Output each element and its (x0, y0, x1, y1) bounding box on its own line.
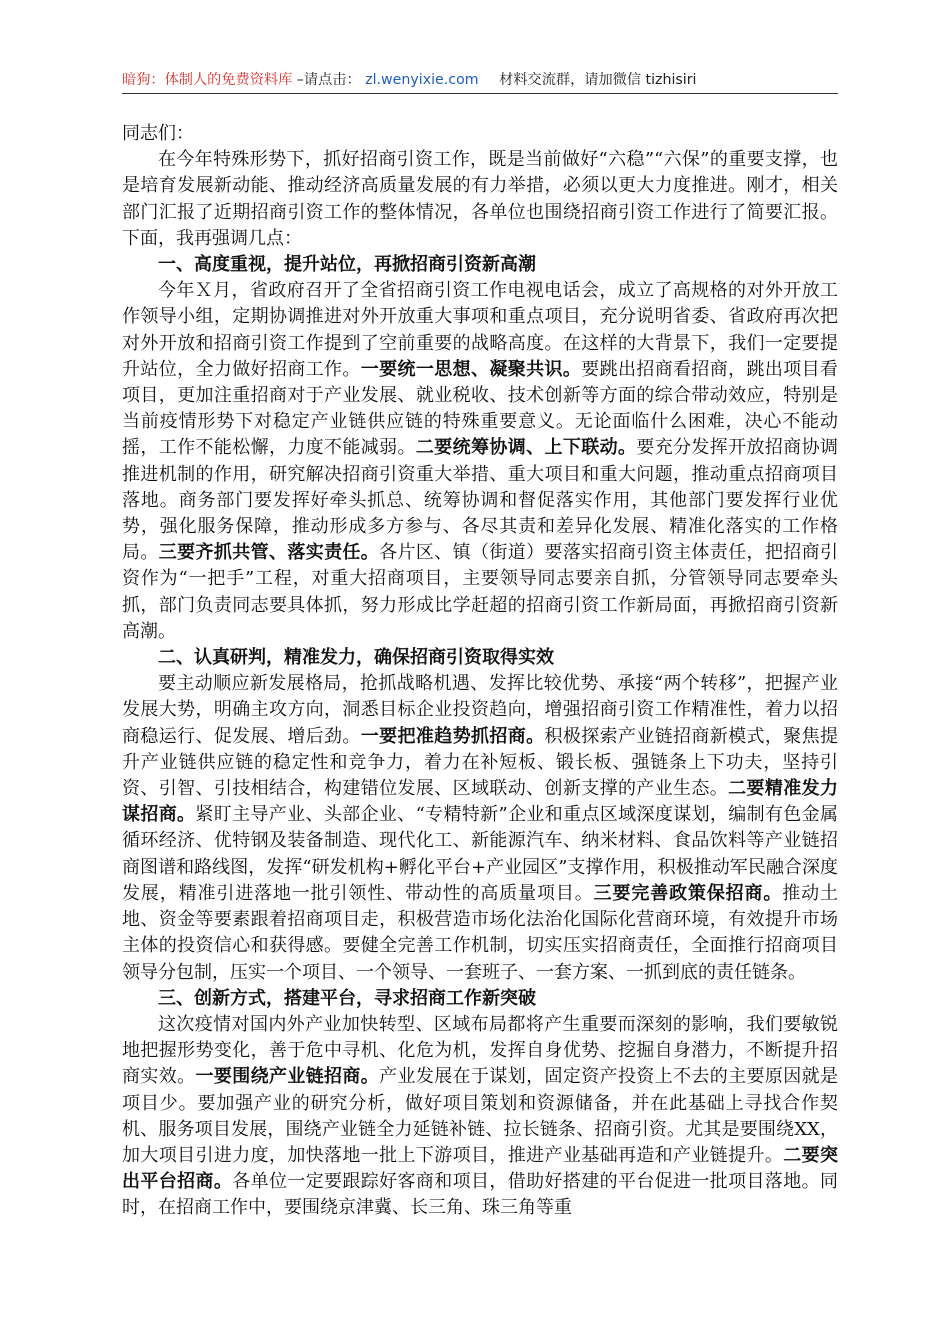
bold-point: 二要突出平台招商。 (122, 1144, 839, 1193)
bold-point: 一要把准趋势抓招商。 (360, 725, 545, 747)
bold-point: 一要围绕产业链招商。 (195, 1066, 380, 1088)
header-brand: 暗狗：体制人的免费资料库 (122, 72, 293, 88)
text-run: 各片区、镇（街道）要落实招商引资主体责任，把招商引资作为“一把手”工程，对重大招商项目，主要领导同志要亲自抓，分管领导同志要牵头抓，部门负责同志要具体抓，努力形成比学赶超的招商引资工作新局面，再掀招商引资新高潮。 (122, 542, 839, 642)
bold-point: 二要统筹协调、上下联动。 (415, 437, 637, 459)
header-click-text: –请点击： (296, 72, 361, 88)
bold-point: 三要完善政策保招商。 (593, 882, 783, 904)
section-1-heading: 一、高度重视，提升站位，再掀招商引资新高潮 (158, 254, 536, 276)
text-run: 要充分发挥开放招商协调推进机制的作用，研究解决招商引资重大举措、重大项目和重大问题，推动重点招商项目落地。商务部门要发挥好牵头抓总、统筹协调和督促落实作用，其他部门要发挥行业优势，强化服务保障，推动形成多方参与、各尽其责和差异化发展、精准化落实的工作格局。 (122, 437, 839, 564)
text-run: 推动土地、资金等要素跟着招商项目走，积极营造市场化法治化国际化营商环境，有效提升市场主体的投资信心和获得感。要健全完善工作机制，切实压实招商责任，全面推行招商项目领导分包制，压实一个项目、一个领导、一套班子、一套方案、一抓到底的责任链条。 (122, 882, 839, 983)
text-run: 要主动顺应新发展格局，抢抓战略机遇、发挥比较优势、承接“两个转移”，把握产业发展大势，明确主攻方向，洞悉目标企业投资趋向，增强招商引资工作精准性，着力以招商稳运行、促发展、增后劲。 (122, 673, 838, 747)
text-run: 紧盯主导产业、头部企业、“专精特新”企业和重点区域深度谋划，编制有色金属循环经济、优特钢及装备制造、现代化工、新能源汽车、纳米材料、食品饮料等产业链招商图谱和路线图，发挥“研发机构+孵化平台+产业园区”支撑作用，积极推动军民融合深度发展，精准引进落地一批引领性、带动性的高质量项目。 (122, 804, 839, 904)
text-run: 这次疫情对国内外产业加快转型、区域布局都将产生重要而深刻的影响，我们要敏锐地把握形势变化，善于危中寻机、化危为机，发挥自身优势、挖掘自身潜力，不断提升招商实效。 (122, 1013, 838, 1088)
section-3-heading: 三、创新方式，搭建平台，寻求招商工作新突破 (158, 987, 536, 1009)
section-2-paragraph (122, 671, 838, 985)
bold-point: 二要精准发力谋招商。 (122, 778, 838, 826)
salutation: 同志们： (122, 123, 194, 144)
intro-paragraph: 在今年特殊形势下，抓好招商引资工作，既是当前做好“六稳”“六保”的重要支撑，也是培育发展新动能、推动经济高质量发展的有力举措，必须以更大力度推进。刚才，相关部门汇报了近期招商引资工作的整体情况，各单位也围绕招商引资工作进行了简要汇报。下面，我再强调几点： (122, 149, 838, 249)
text-run: 积极探索产业链招商新模式，聚焦提升产业链供应链的稳定性和竞争力，着力在补短板、锻长板、强链条上下功夫，坚持引资、引智、引技相结合，构建错位发展、区域联动、创新支撑的产业生态。 (122, 725, 839, 800)
document-body (122, 121, 838, 1222)
header-site-link[interactable]: zl.wenyixie.com (365, 72, 479, 88)
section-2-heading: 二、认真研判，精准发力，确保招商引资取得实效 (158, 647, 554, 669)
section-3-paragraph (122, 1012, 838, 1222)
header-contact: 材料交流群，请加微信 tizhisiri (499, 72, 697, 88)
bold-point: 三要齐抓共管、落实责任。 (158, 542, 380, 564)
bold-point: 一要统一思想、凝聚共识。 (360, 358, 582, 380)
header-divider (122, 93, 838, 94)
text-run: 产业发展在于谋划，固定资产投资上不去的主要原因就是项目少。要加强产业的研究分析，做好项目策划和资源储备，并在此基础上寻找合作契机、服务项目发展，围绕产业链全力延链补链、拉长链条、招商引资。尤其是要围绕XX，加大项目引进力度，加快落地一批上下游项目，推进产业基础再造和产业链提升。 (122, 1066, 839, 1166)
section-1-paragraph (122, 278, 838, 645)
text-run: 要跳出招商看招商，跳出项目看项目，更加注重招商对于产业发展、就业税收、技术创新等方面的综合带动效应，特别是当前疫情形势下对稳定产业链供应链的特殊重要意义。无论面临什么困难，决心不能动摇，工作不能松懈，力度不能减弱。 (122, 358, 839, 459)
text-run: 今年Ｘ月，省政府召开了全省招商引资工作电视电话会，成立了高规格的对外开放工作领导小组，定期协调推进对外开放重大事项和重点项目，充分说明省委、省政府再次把对外开放和招商引资工作提到了空前重要的战略高度。在这样的大背景下，我们一定要提升站位，全力做好招商工作。 (122, 280, 838, 380)
page-header (122, 69, 838, 91)
text-run: 各单位一定要跟踪好客商和项目，借助好搭建的平台促进一批项目落地。同时，在招商工作中，要围绕京津冀、长三角、珠三角等重 (122, 1171, 839, 1219)
